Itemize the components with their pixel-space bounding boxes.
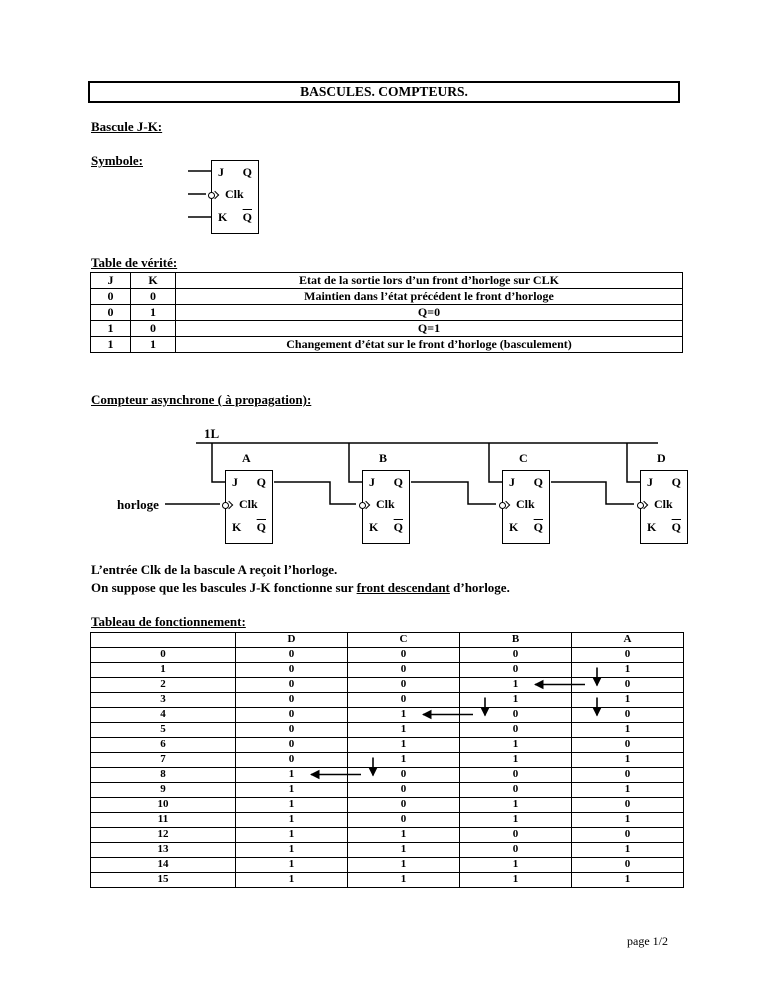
- ff-clk-row: [503, 498, 549, 511]
- truth-table-row: [91, 337, 683, 353]
- truth-table-cell: 1: [91, 321, 131, 337]
- ff-j-label: J: [509, 475, 515, 489]
- ff-k-label: K: [218, 210, 228, 224]
- counter-flipflop-A: [225, 470, 273, 544]
- document-title: BASCULES. COMPTEURS.: [300, 84, 468, 99]
- ff-q-label: Q: [671, 475, 681, 489]
- function-table-cell: 4: [91, 708, 236, 723]
- truth-table-row: [91, 305, 683, 321]
- ff-jq-row: [641, 476, 687, 489]
- jk-symbol-flipflop: [211, 160, 259, 234]
- function-table-row: [91, 693, 684, 708]
- function-table-cell: 1: [460, 678, 572, 693]
- q-c-to-clk-d-wire: [551, 482, 634, 504]
- function-table-cell: 1: [572, 783, 684, 798]
- function-table-cell: 1: [348, 723, 460, 738]
- truth-table-cell: 0: [91, 305, 131, 321]
- function-table-cell: 3: [91, 693, 236, 708]
- ff-clk-row: [641, 498, 687, 511]
- function-table-cell: 1: [572, 843, 684, 858]
- function-table-cell: 1: [236, 813, 348, 828]
- counter-flipflop-label-C: C: [519, 451, 528, 465]
- ff-jq-row: [503, 476, 549, 489]
- page-number: page 1/2: [627, 934, 668, 948]
- ff-j-label: J: [647, 475, 653, 489]
- ff-qbar-label: $\overline{Q}$: [533, 520, 543, 534]
- function-table-cell: 1: [572, 693, 684, 708]
- ff-clk-row: [212, 188, 258, 201]
- horloge-label: horloge: [117, 497, 159, 512]
- counter-flipflop-D: [640, 470, 688, 544]
- note-line-2-suffix: d’horloge.: [449, 580, 510, 595]
- ff-k-label: K: [369, 520, 379, 534]
- function-table-cell: 1: [572, 753, 684, 768]
- function-table-row: [91, 708, 684, 723]
- function-table-cell: 0: [460, 768, 572, 783]
- note-line-2-underline: front descendant: [356, 580, 450, 595]
- ff-j-label: J: [218, 165, 224, 179]
- ff-qbar-label: $\overline{Q}$: [393, 520, 403, 534]
- truth-table-cell: 0: [131, 289, 176, 305]
- ff-clk-label: Clk: [239, 497, 258, 511]
- ff-qbar-label: $\overline{Q}$: [256, 520, 266, 534]
- ff-q-label: Q: [256, 475, 266, 489]
- ff-jq-row: [226, 476, 272, 489]
- function-table-cell: 1: [460, 873, 572, 888]
- function-table-cell: 5: [91, 723, 236, 738]
- function-table-cell: 0: [460, 723, 572, 738]
- ff-k-label: K: [509, 520, 519, 534]
- function-table-header-cell: B: [460, 633, 572, 648]
- function-table-cell: 1: [460, 858, 572, 873]
- ff-q-label: Q: [533, 475, 543, 489]
- function-table-cell: 1: [236, 828, 348, 843]
- logic-1-rail-label: 1L: [204, 426, 220, 441]
- function-table-cell: 0: [460, 843, 572, 858]
- function-table-cell: 0: [572, 678, 684, 693]
- document-title-box: [88, 81, 680, 103]
- function-table-cell: 0: [572, 738, 684, 753]
- function-table-cell: 8: [91, 768, 236, 783]
- ff-j-label: J: [369, 475, 375, 489]
- truth-table-header-row: [91, 273, 683, 289]
- function-table-cell: 0: [236, 663, 348, 678]
- function-table-cell: 1: [91, 663, 236, 678]
- function-table-cell: 0: [460, 708, 572, 723]
- function-table-cell: 0: [348, 663, 460, 678]
- function-table-cell: 0: [572, 858, 684, 873]
- truth-table-cell: Q=1: [176, 321, 683, 337]
- function-table-row: [91, 858, 684, 873]
- ff-kq-row: [503, 521, 549, 534]
- function-table-cell: 0: [348, 648, 460, 663]
- function-table-cell: 1: [460, 753, 572, 768]
- ff-kq-row: [641, 521, 687, 534]
- function-table-cell: 2: [91, 678, 236, 693]
- function-table-cell: 1: [572, 663, 684, 678]
- function-table-cell: 7: [91, 753, 236, 768]
- counter-flipflop-label-D: D: [657, 451, 666, 465]
- function-table-cell: 1: [572, 723, 684, 738]
- function-table-cell: 11: [91, 813, 236, 828]
- function-table-row: [91, 828, 684, 843]
- function-table-row: [91, 648, 684, 663]
- function-table-header-cell: [91, 633, 236, 648]
- function-table-header-row: [91, 633, 684, 648]
- truth-table-cell: 1: [131, 337, 176, 353]
- counter-flipflop-label-B: B: [379, 451, 388, 465]
- function-table-header-cell: A: [572, 633, 684, 648]
- function-table-row: [91, 813, 684, 828]
- ff-kq-row: [226, 521, 272, 534]
- truth-table-cell: 1: [91, 337, 131, 353]
- heading-bascule-jk: Bascule J-K:: [91, 119, 163, 134]
- heading-tableau-fonctionnement: Tableau de fonctionnement:: [91, 614, 246, 629]
- truth-table-header-cell: K: [131, 273, 176, 289]
- function-table-cell: 6: [91, 738, 236, 753]
- function-table-cell: 1: [348, 873, 460, 888]
- function-table-cell: 1: [236, 843, 348, 858]
- function-table-row: [91, 753, 684, 768]
- function-table-cell: 0: [460, 783, 572, 798]
- function-table-cell: 1: [236, 858, 348, 873]
- q-a-to-clk-b-wire: [274, 482, 356, 504]
- function-table-cell: 0: [572, 648, 684, 663]
- ff-clk-label: Clk: [225, 187, 244, 201]
- rail-to-j-wire-b: [349, 443, 362, 482]
- ff-kq-row: [212, 211, 258, 224]
- function-table-cell: 9: [91, 783, 236, 798]
- truth-table: [90, 272, 683, 353]
- ff-q-label: Q: [393, 475, 403, 489]
- function-table-cell: 0: [348, 693, 460, 708]
- heading-symbole: Symbole:: [91, 153, 143, 168]
- function-table-cell: 1: [460, 813, 572, 828]
- function-table-row: [91, 768, 684, 783]
- ff-clk-row: [226, 498, 272, 511]
- function-table-cell: 0: [348, 768, 460, 783]
- function-table-row: [91, 783, 684, 798]
- function-table-cell: 1: [348, 828, 460, 843]
- function-table-cell: 1: [460, 798, 572, 813]
- function-table-cell: 0: [236, 708, 348, 723]
- ff-clk-label: Clk: [516, 497, 535, 511]
- function-table-header-cell: D: [236, 633, 348, 648]
- truth-table-cell: 0: [131, 321, 176, 337]
- function-table: [90, 632, 684, 888]
- function-table-cell: 0: [460, 663, 572, 678]
- function-table-cell: 0: [572, 768, 684, 783]
- function-table-cell: 1: [236, 783, 348, 798]
- function-table-cell: 12: [91, 828, 236, 843]
- truth-table-cell: Q=0: [176, 305, 683, 321]
- function-table-cell: 0: [236, 738, 348, 753]
- function-table-cell: 0: [236, 678, 348, 693]
- heading-table-verite: Table de vérité:: [91, 255, 178, 270]
- function-table-cell: 1: [348, 738, 460, 753]
- ff-clk-label: Clk: [654, 497, 673, 511]
- function-table-cell: 0: [236, 693, 348, 708]
- function-table-cell: 13: [91, 843, 236, 858]
- note-line-2-prefix: On suppose que les bascules J-K fonctionne sur: [91, 580, 357, 595]
- function-table-cell: 1: [460, 738, 572, 753]
- truth-table-cell: Changement d’état sur le front d’horloge (basculement): [176, 337, 683, 353]
- counter-flipflop-C: [502, 470, 550, 544]
- truth-table-row: [91, 321, 683, 337]
- function-table-cell: 0: [572, 828, 684, 843]
- ff-j-label: J: [232, 475, 238, 489]
- function-table-cell: 0: [236, 648, 348, 663]
- function-table-cell: 0: [348, 783, 460, 798]
- function-table-cell: 10: [91, 798, 236, 813]
- truth-table-header-cell: J: [91, 273, 131, 289]
- rail-to-j-wire-a: [212, 443, 225, 482]
- function-table-cell: 15: [91, 873, 236, 888]
- ff-qbar-label: $\overline{Q}$: [242, 210, 252, 224]
- function-table-row: [91, 738, 684, 753]
- ff-qbar-label: $\overline{Q}$: [671, 520, 681, 534]
- function-table-cell: 14: [91, 858, 236, 873]
- function-table-row: [91, 873, 684, 888]
- function-table-cell: 1: [348, 858, 460, 873]
- function-table-row: [91, 723, 684, 738]
- ff-clk-label: Clk: [376, 497, 395, 511]
- ff-k-label: K: [647, 520, 657, 534]
- function-table-cell: 1: [572, 813, 684, 828]
- ff-kq-row: [363, 521, 409, 534]
- truth-table-row: [91, 289, 683, 305]
- note-line-2: [91, 580, 510, 596]
- function-table-cell: 1: [460, 693, 572, 708]
- function-table-cell: 1: [348, 708, 460, 723]
- function-table-cell: 0: [236, 723, 348, 738]
- function-table-row: [91, 678, 684, 693]
- function-table-cell: 1: [348, 843, 460, 858]
- ff-jq-row: [363, 476, 409, 489]
- function-table-cell: 1: [236, 873, 348, 888]
- function-table-row: [91, 663, 684, 678]
- function-table-cell: 0: [460, 648, 572, 663]
- function-table-cell: 0: [91, 648, 236, 663]
- ff-q-label: Q: [242, 165, 252, 179]
- counter-flipflop-B: [362, 470, 410, 544]
- function-table-header-cell: C: [348, 633, 460, 648]
- truth-table-cell: Maintien dans l’état précédent le front d’horloge: [176, 289, 683, 305]
- function-table-cell: 0: [348, 678, 460, 693]
- function-table-cell: 0: [460, 828, 572, 843]
- heading-compteur-asynchrone: Compteur asynchrone ( à propagation):: [91, 392, 312, 407]
- counter-flipflop-label-A: A: [242, 451, 251, 465]
- function-table-cell: 0: [348, 813, 460, 828]
- rail-to-j-wire-c: [489, 443, 502, 482]
- function-table-row: [91, 798, 684, 813]
- function-table-cell: 1: [572, 873, 684, 888]
- ff-clk-row: [363, 498, 409, 511]
- function-table-cell: 0: [572, 798, 684, 813]
- function-table-cell: 0: [348, 798, 460, 813]
- truth-table-header-cell: Etat de la sortie lors d’un front d’horloge sur CLK: [176, 273, 683, 289]
- function-table-row: [91, 843, 684, 858]
- function-table-cell: 1: [348, 753, 460, 768]
- ff-jq-row: [212, 166, 258, 179]
- function-table-cell: 0: [236, 753, 348, 768]
- note-line-1: L’entrée Clk de la bascule A reçoit l’horloge.: [91, 562, 338, 577]
- truth-table-cell: 0: [91, 289, 131, 305]
- rail-to-j-wire-d: [627, 443, 640, 482]
- function-table-cell: 1: [236, 768, 348, 783]
- function-table-cell: 0: [572, 708, 684, 723]
- function-table-cell: 1: [236, 798, 348, 813]
- ff-k-label: K: [232, 520, 242, 534]
- truth-table-cell: 1: [131, 305, 176, 321]
- q-b-to-clk-c-wire: [411, 482, 496, 504]
